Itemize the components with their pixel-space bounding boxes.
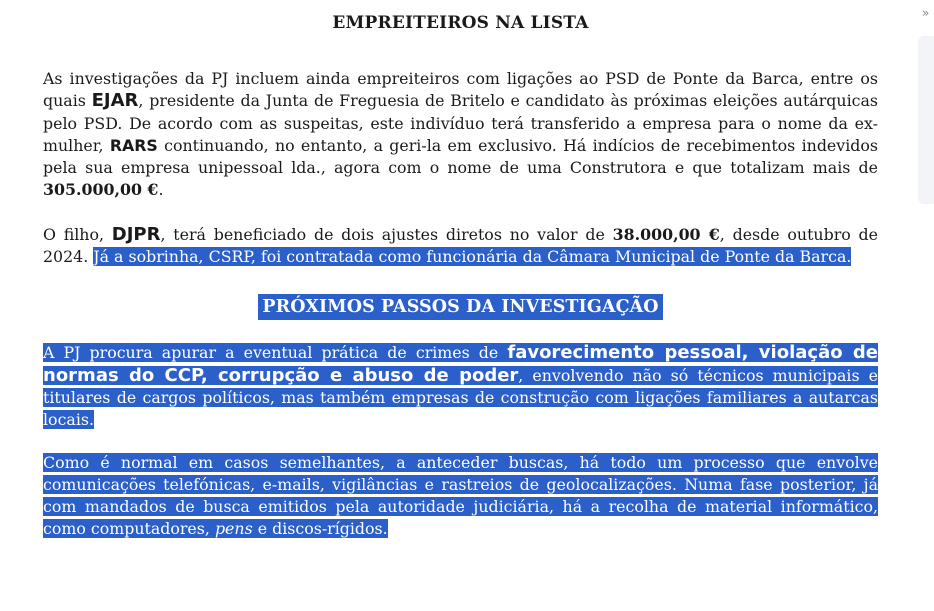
text-run: e discos-rígidos. xyxy=(252,519,388,539)
name-rars: RARS xyxy=(109,135,158,155)
paragraph-buscas xyxy=(43,452,878,541)
article-body xyxy=(43,0,878,541)
text-run: As investigações da PJ incluem ainda empreiteiros com ligações ao PSD de Ponte da Barca, entre os quais xyxy=(43,69,878,111)
text-run: O filho, xyxy=(43,224,112,244)
selected-text-sobrinha: Já a sobrinha, CSRP, foi contratada como funcionária da Câmara Municipal de Ponte da Barca. xyxy=(93,247,852,267)
paragraph-empreiteiros xyxy=(43,68,878,202)
paragraph-pj-procura xyxy=(43,342,878,431)
name-ejar: EJAR xyxy=(91,90,139,112)
section-heading-proximos-passos: PRÓXIMOS PASSOS DA INVESTIGAÇÃO xyxy=(258,294,662,320)
paragraph-filho xyxy=(43,224,878,269)
amount-305k: 305.000,00 € xyxy=(43,180,159,200)
section-heading-wrap xyxy=(43,294,878,320)
amount-38k: 38.000,00 € xyxy=(612,224,720,244)
side-arrow-icon: » xyxy=(922,6,930,20)
text-run: continuando, no entanto, a geri-la em exclusivo. Há indícios de recebimentos indevidos pela sua empresa unipessoal lda., agora com o nome de uma Construtora e que totalizam mais de xyxy=(43,135,878,178)
section-heading-empreiteiros: EMPREITEIROS NA LISTA xyxy=(332,13,589,33)
text-run: Como é normal em casos semelhantes, a anteceder buscas, há todo um processo que envolve comunicações telefónicas, e-mails, vigilâncias e rastreios de geolocalizações. Numa fase posterior, já com mandados de busca emitidos pela autoridade judiciária, há a recolha de material informático, como computadores, xyxy=(43,452,878,539)
selected-text xyxy=(43,343,878,429)
text-run: , presidente da Junta de Freguesia de Britelo e candidato às próximas eleições autárquicas pelo PSD. De acordo com as suspeitas, este indivíduo terá transferido a empresa para o nome da ex-mulher, xyxy=(43,91,878,155)
text-run: , envolvendo não só técnicos municipais e titulares de cargos políticos, mas também empresas de construção com ligações familiares a autarcas locais. xyxy=(43,365,878,430)
text-run: , desde outubro de 2024. xyxy=(43,224,878,267)
italic-pens: pens xyxy=(214,519,253,539)
text-run: . xyxy=(158,180,164,200)
side-panel xyxy=(918,36,934,204)
selected-text xyxy=(43,453,878,539)
text-run: , terá beneficiado de dois ajustes diretos no valor de xyxy=(160,224,613,244)
name-djpr: DJPR xyxy=(111,223,161,245)
crimes-list: favorecimento pessoal, violação de normas do CCP, corrupção e abuso de poder xyxy=(43,342,878,386)
text-run: A PJ procura apurar a eventual prática de crimes de xyxy=(43,343,508,363)
